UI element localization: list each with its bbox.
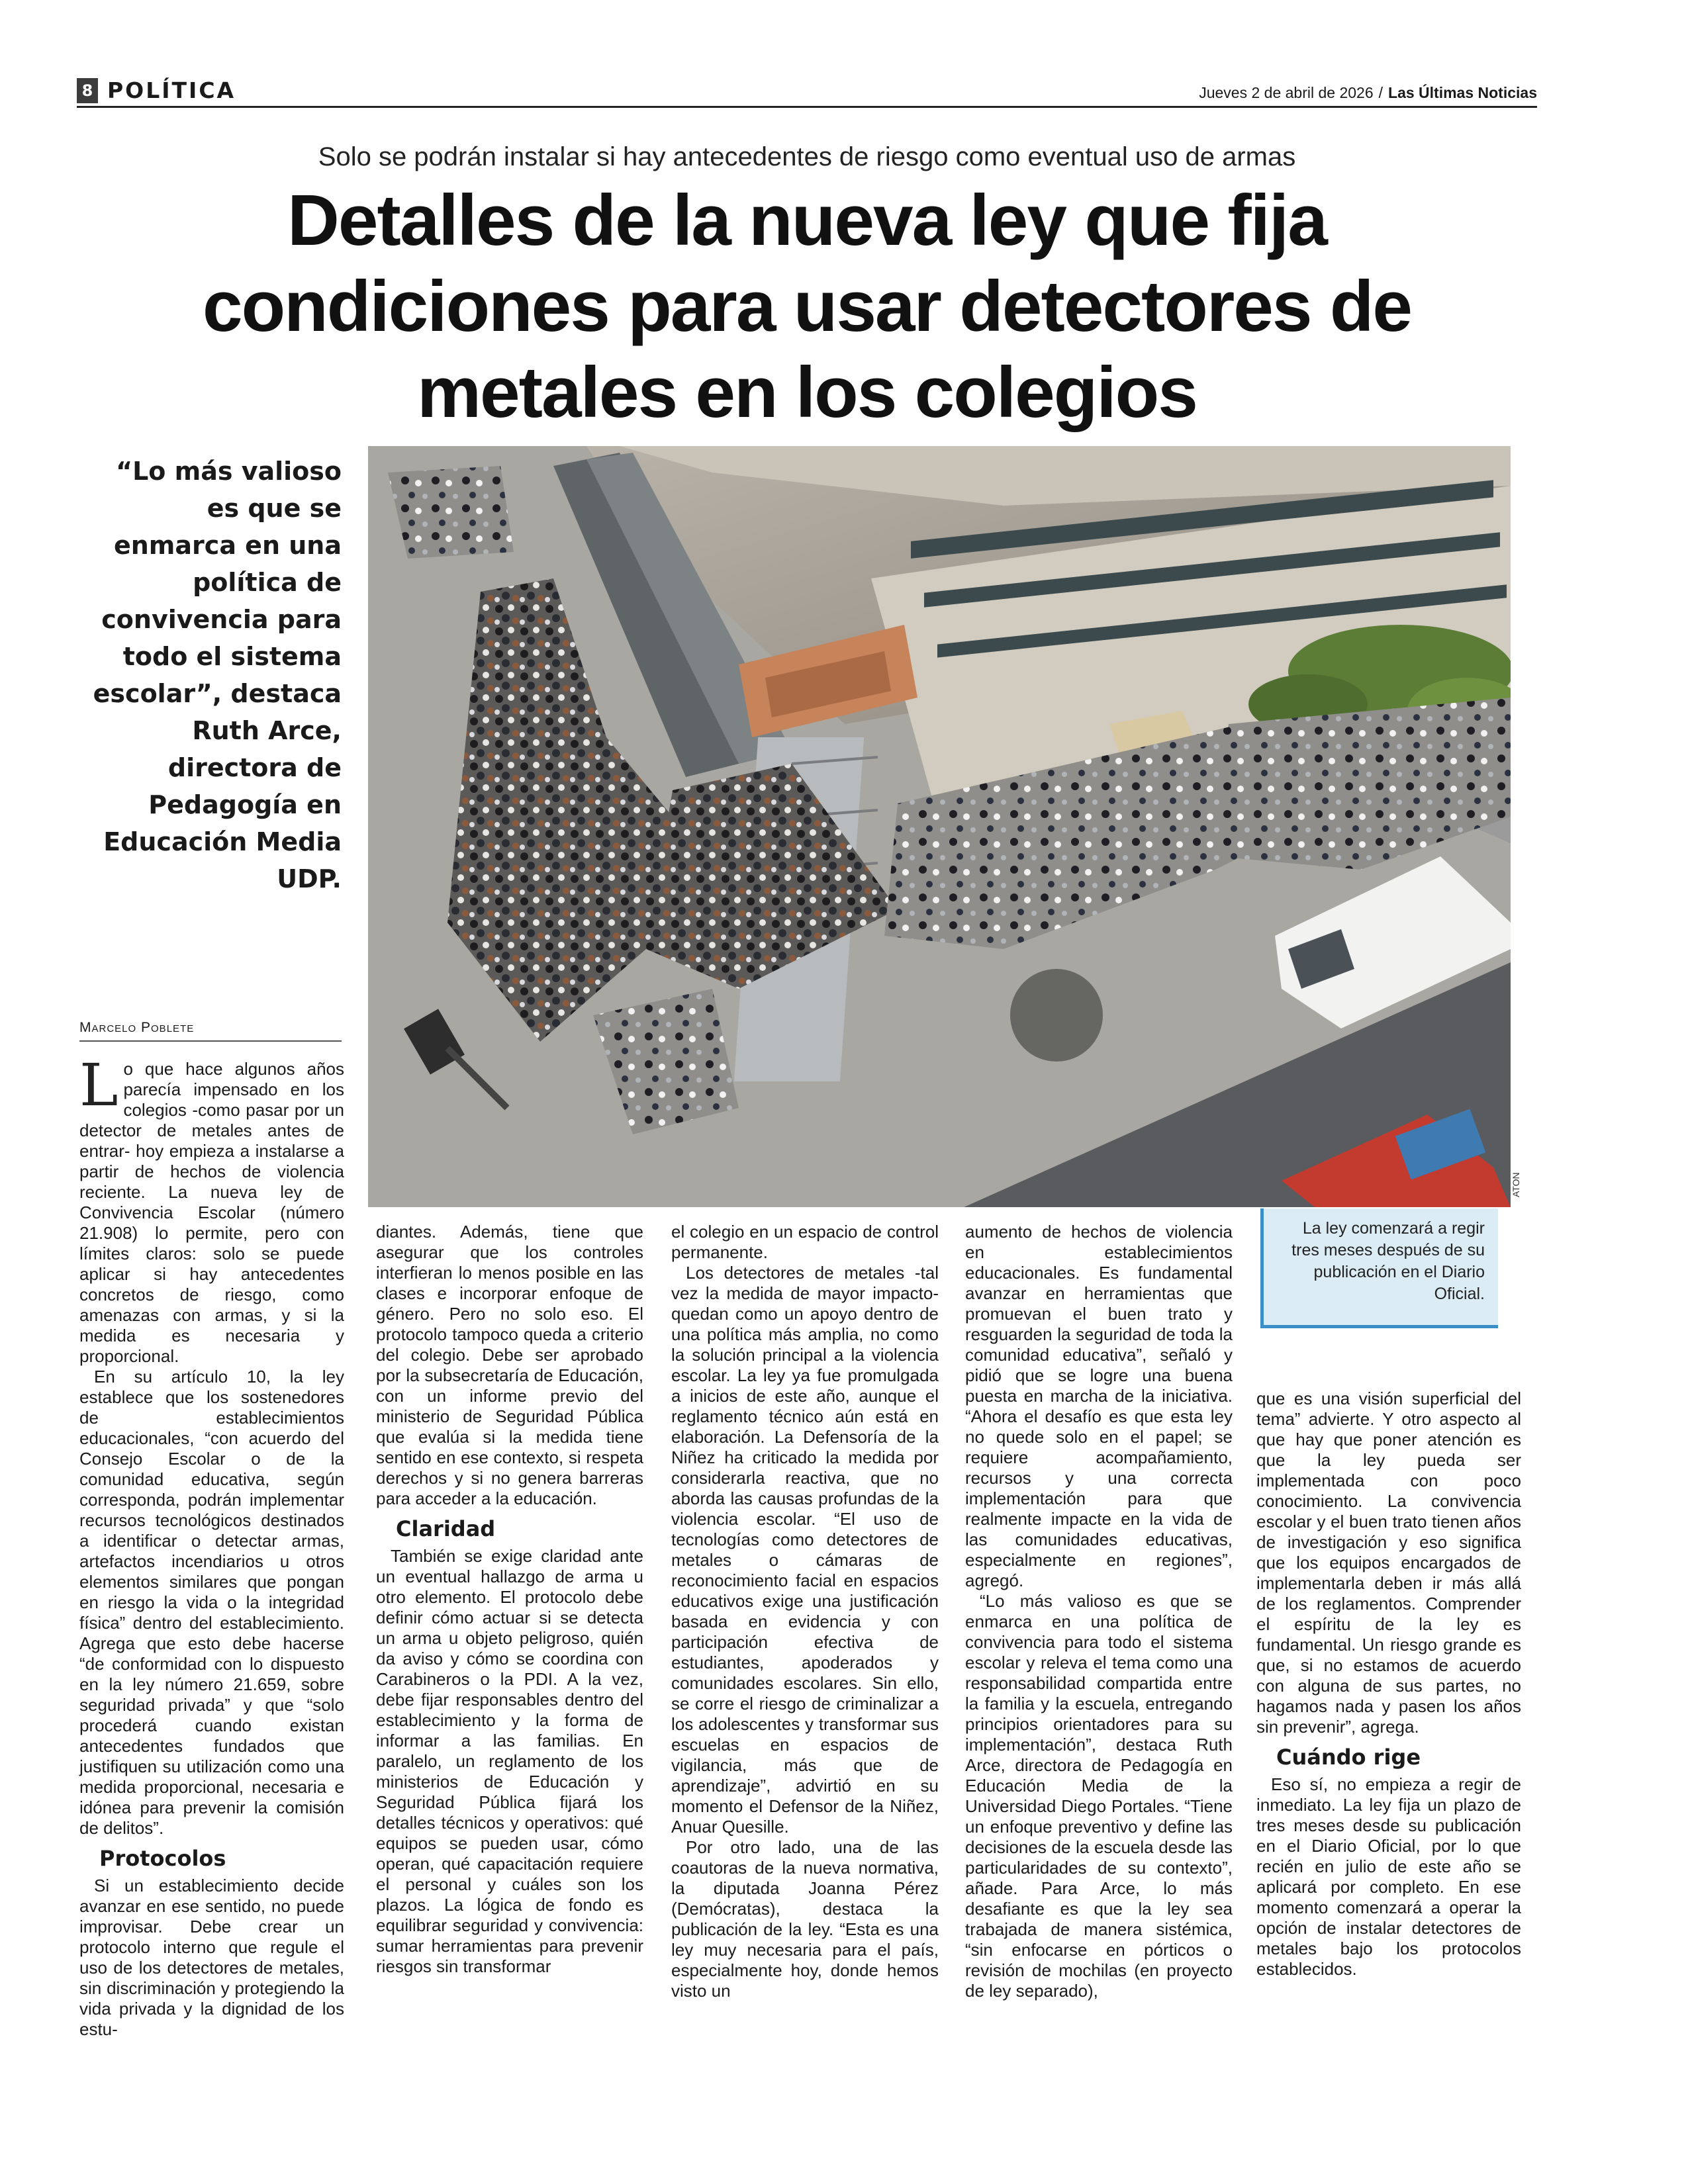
- article-column-2: [376, 1222, 643, 1977]
- article-column-3: [671, 1222, 939, 2001]
- body-paragraph: diantes. Además, tiene que asegurar que los controles interfieran lo menos posible en las clases e incorporar enfoque de género. Pero no solo eso. El protocolo tampoco queda a criterio del colegio. Debe ser aprobado por la subsecretaría de Educación, con un informe previo del ministerio de Seguridad Pública que evalúa si la medida tiene sentido en ese contexto, si respeta derechos y si no genera barreras para acceder a la educación.: [376, 1222, 643, 1508]
- page-number: 8: [77, 78, 98, 103]
- body-paragraph: Los detectores de metales -tal vez la medida de mayor impacto- quedan como un apoyo dentro de una política más amplia, no como la solución principal a la violencia escolar. La ley ya fue promulgada a inicios de este año, aunque el reglamento técnico aún está en elaboración. La Defensoría de la Niñez ha criticado la medida por considerarla reactiva, que no aborda las causas profundas de la violencia escolar. “El uso de tecnologías como detectores de metales o cámaras de reconocimiento facial en espacios educativos exige una justificación basada en evidencia y con participación efectiva de estudiantes, apoderados y comunidades escolares. Sin ello, se corre el riesgo de criminalizar a los adolescentes y transformar sus escuelas en espacios de vigilancia, más que de aprendizaje”, advirtió en su momento el Defensor de la Niñez, Anuar Quesille.: [671, 1263, 939, 1837]
- page-header: [77, 77, 1537, 108]
- lead-paragraph-text: o que hace algunos años parecía impensado en los colegios -como pasar por un detector de metales antes de entrar- hoy empieza a instalarse a partir de hechos de violencia reciente. La nueva ley de Convivencia Escolar (número 21.908) lo permite, pero con límites claros: solo se puede aplicar si hay antecedentes concretos de riesgo, como amenazas con armas, y si la medida es necesaria y proporcional.: [79, 1059, 344, 1366]
- photo-caption: La ley comenzará a regir tres meses después de su publicación en el Diario Oficial.: [1291, 1219, 1485, 1303]
- lead-paragraph: [79, 1051, 344, 1367]
- photo-caption-box: [1260, 1208, 1498, 1328]
- body-paragraph: Si un establecimiento decide avanzar en ese sentido, no puede improvisar. Debe crear un protocolo interno que regule el uso de los detectores de metales, sin discriminación y protegiendo la vida privada y la dignidad de los estu-: [79, 1876, 344, 2039]
- upper-headline: Solo se podrán instalar si hay antecedentes de riesgo como eventual uso de armas: [318, 142, 1296, 171]
- publication-name: Las Últimas Noticias: [1388, 84, 1537, 101]
- drop-cap: L: [79, 1051, 118, 1119]
- issue-date: Jueves 2 de abril de 2026: [1199, 84, 1374, 101]
- body-paragraph: También se exige claridad ante un eventual hallazgo de arma u otro elemento. El protocolo debe definir cómo actuar si se detecta un arma u objeto peligroso, quién da aviso y cómo se coordina con Carabineros o la PDI. A la vez, debe fijar responsables dentro del establecimiento y la forma de informar a las familias. En paralelo, un reglamento de los ministerios de Educación y Seguridad Pública fijará los detalles técnicos y operativos: qué equipos se pueden usar, cómo operan, qué capacitación requiere el personal y cuáles son los plazos. La lógica de fondo es equilibrar seguridad y convivencia: sumar herramientas para prevenir riesgos sin transformar: [376, 1546, 643, 1976]
- dateline-separator: /: [1378, 84, 1383, 101]
- pull-quote: “Lo más valioso es que se enmarca en una política de convivencia para todo el sistema escolar”, destaca Ruth Arce, directora de Pedagogía en Educación Media UDP.: [93, 457, 342, 893]
- byline: Marcelo Poblete: [79, 1018, 342, 1042]
- body-paragraph: Por otro lado, una de las coautoras de la nueva normativa, la diputada Joanna Pérez (Demócratas), destaca la publicación de la ley. “Esta es una ley muy necesaria para el país, especialmente hoy, donde hemos visto un: [671, 1837, 939, 2001]
- body-paragraph: aumento de hechos de violencia en establecimientos educacionales. Es fundamental avanzar en herramientas que promuevan el buen trato y resguarden la seguridad de toda la comunidad educativa”, señaló y pidió que se logre una buena puesta en marcha de la iniciativa. “Ahora el desafío es que esta ley no quede solo en el papel; se requiere acompañamiento, recursos y una correcta implementación para que realmente impacte en la vida de las comunidades educativas, especialmente en regiones”, agregó.: [965, 1222, 1233, 1590]
- headline: Detalles de la nueva ley que fija condiciones para usar detectores de metales en los colegios: [202, 180, 1412, 433]
- dateline: [1199, 82, 1537, 103]
- subhead-claridad: Claridad: [396, 1516, 496, 1541]
- section-title: POLÍTICA: [107, 77, 236, 103]
- body-paragraph: Eso sí, no empieza a regir de inmediato. La ley fija un plazo de tres meses desde su publicación en el Diario Oficial, por lo que recién en julio de este año se aplicará por completo. En ese momento comenzará a operar la opción de instalar detectores de metales bajo los protocolos establecidos.: [1256, 1774, 1521, 1979]
- subhead-protocolos: Protocolos: [99, 1846, 226, 1871]
- body-paragraph: que es una visión superficial del tema” advierte. Y otro aspecto al que hay que poner atención es que la ley pueda ser implementada con poco conocimiento. La convivencia escolar y el buen trato tienen años de investigación y eso significa que los equipos encargados de implementarla deben ir más allá de los reglamentos. Comprender el espíritu de la ley es fundamental. Un riesgo grande es que, si no estamos de acuerdo con alguna de sus partes, no hagamos nada y pasen los años sin prevenir”, agrega.: [1256, 1388, 1521, 1737]
- article-column-1: [79, 1051, 344, 2040]
- photo-credit: ATON: [1511, 1172, 1521, 1197]
- subhead-cuando-rige: Cuándo rige: [1276, 1745, 1421, 1770]
- article-column-4: [965, 1222, 1233, 2001]
- article-column-5: [1256, 1388, 1521, 1979]
- news-photo: [368, 446, 1511, 1207]
- body-paragraph: En su artículo 10, la ley establece que los sostenedores de establecimientos educacionales, “con acuerdo del Consejo Escolar o de la comunidad educativa, según corresponda, podrán implementar recursos tecnológicos destinados a identificar o detectar armas, artefactos incendiarios u otros elementos similares que pongan en riesgo la vida o la integridad física” dentro del establecimiento. Agrega que esto debe hacerse “de conformidad con lo dispuesto en la ley número 21.659, sobre seguridad privada” y que “solo procederá cuando existan antecedentes fundados que justifiquen su utilización como una medida proporcional, necesaria e idónea para prevenir la comisión de delitos”.: [79, 1367, 344, 1838]
- body-paragraph: “Lo más valioso es que se enmarca en una política de convivencia para todo el sistema escolar y releva el tema como una responsabilidad compartida entre la familia y la escuela, entregando principios orientadores para su implementación”, destaca Ruth Arce, directora de Pedagogía en Educación Media de la Universidad Diego Portales. “Tiene un enfoque preventivo y define las decisiones de la escuela desde las particularidades de su contexto”, añade. Para Arce, lo más desafiante es que la ley sea trabajada de manera sistémica, “sin enfocarse en pórticos o revisión de mochilas (en proyecto de ley separado),: [965, 1591, 1233, 2001]
- body-paragraph: el colegio en un espacio de control permanente.: [671, 1222, 939, 1262]
